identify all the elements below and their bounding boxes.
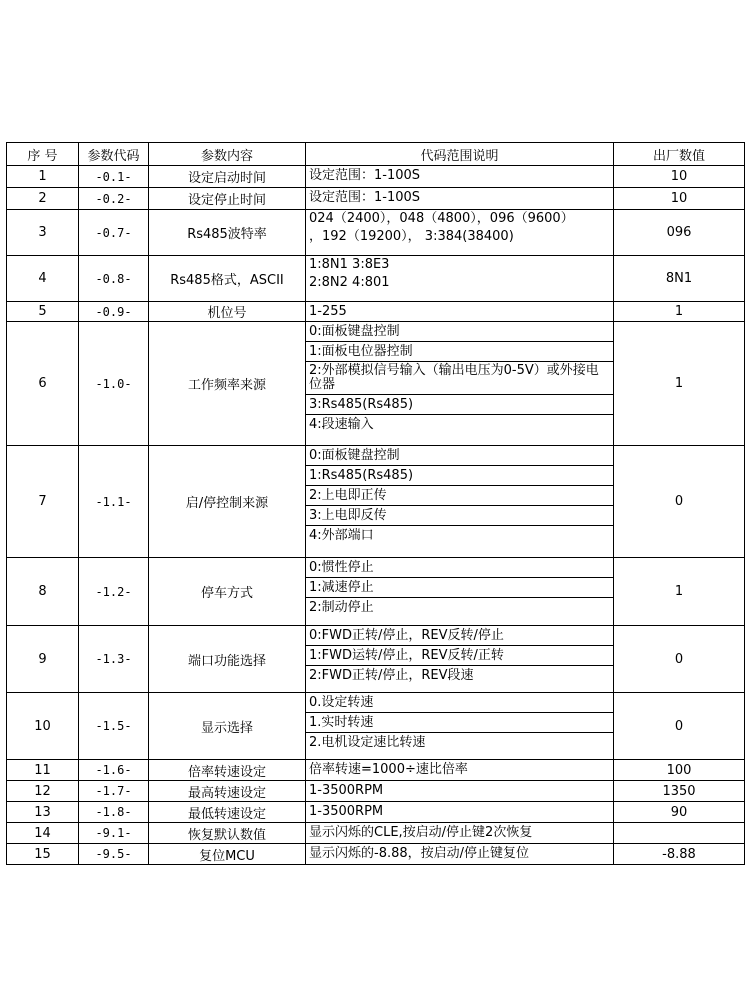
row-number: 7 xyxy=(7,446,79,558)
param-content: Rs485波特率 xyxy=(149,210,306,256)
table-row xyxy=(7,558,745,626)
range-line: 1:Rs485(Rs485) xyxy=(306,465,613,485)
row-number: 1 xyxy=(7,166,79,188)
table-row xyxy=(7,322,745,446)
range-cell xyxy=(306,446,614,558)
table-row xyxy=(7,166,745,188)
range-cell xyxy=(306,626,614,693)
row-number: 11 xyxy=(7,760,79,781)
range-line: 设定范围：1-100S xyxy=(309,190,421,205)
row-number: 6 xyxy=(7,322,79,446)
param-content: 复位MCU xyxy=(149,844,306,865)
range-line: 1:面板电位器控制 xyxy=(306,341,613,361)
default-value: 1 xyxy=(614,302,745,322)
range-line: 2:上电即正传 xyxy=(306,485,613,505)
default-value: 0 xyxy=(614,693,745,760)
table-row xyxy=(7,256,745,302)
param-code: -1.2- xyxy=(79,558,149,626)
range-cell xyxy=(306,256,614,302)
header-row xyxy=(7,143,745,166)
default-value: -8.88 xyxy=(614,844,745,865)
range-line: 0:面板键盘控制 xyxy=(309,448,400,463)
row-number: 8 xyxy=(7,558,79,626)
row-number: 10 xyxy=(7,693,79,760)
row-number: 13 xyxy=(7,802,79,823)
table-body xyxy=(7,166,745,865)
param-content: 显示选择 xyxy=(149,693,306,760)
table-row xyxy=(7,823,745,844)
range-cell xyxy=(306,188,614,210)
param-content: 机位号 xyxy=(149,302,306,322)
row-number: 5 xyxy=(7,302,79,322)
row-number: 15 xyxy=(7,844,79,865)
param-code: -1.8- xyxy=(79,802,149,823)
default-value: 1 xyxy=(614,558,745,626)
range-cell xyxy=(306,322,614,446)
param-code: -0.9- xyxy=(79,302,149,322)
range-line: 设定范围：1-100S xyxy=(309,168,421,183)
range-cell xyxy=(306,760,614,781)
range-line: 1-255 xyxy=(309,304,347,319)
param-content: 设定启动时间 xyxy=(149,166,306,188)
param-content: 停车方式 xyxy=(149,558,306,626)
range-cell xyxy=(306,823,614,844)
param-content: 倍率转速设定 xyxy=(149,760,306,781)
range-line: 1:FWD运转/停止，REV反转/正转 xyxy=(306,645,613,665)
header-range: 代码范围说明 xyxy=(306,143,614,166)
table-row xyxy=(7,446,745,558)
range-line: 3:Rs485(Rs485) xyxy=(306,394,613,414)
range-cell xyxy=(306,166,614,188)
range-cell xyxy=(306,558,614,626)
range-cell xyxy=(306,210,614,256)
default-value: 1350 xyxy=(614,781,745,802)
default-value: 0 xyxy=(614,626,745,693)
table-row xyxy=(7,844,745,865)
param-code: -0.2- xyxy=(79,188,149,210)
range-line: 1-3500RPM xyxy=(309,783,384,798)
table-row xyxy=(7,626,745,693)
range-line: 1.实时转速 xyxy=(306,712,613,732)
default-value: 0 xyxy=(614,446,745,558)
param-code: -1.7- xyxy=(79,781,149,802)
default-value xyxy=(614,823,745,844)
param-content: 工作频率来源 xyxy=(149,322,306,446)
range-line: 1-3500RPM xyxy=(309,804,384,819)
range-cell xyxy=(306,802,614,823)
range-line: 1:减速停止 xyxy=(306,577,613,597)
header-content: 参数内容 xyxy=(149,143,306,166)
param-code: -0.8- xyxy=(79,256,149,302)
range-cell xyxy=(306,781,614,802)
param-code: -9.5- xyxy=(79,844,149,865)
param-content: 恢复默认数值 xyxy=(149,823,306,844)
range-line: 显示闪烁的CLE,按启动/停止键2次恢复 xyxy=(309,825,533,840)
range-cell xyxy=(306,302,614,322)
default-value: 100 xyxy=(614,760,745,781)
param-code: -1.1- xyxy=(79,446,149,558)
default-value: 1 xyxy=(614,322,745,446)
range-cell xyxy=(306,693,614,760)
table-row xyxy=(7,802,745,823)
range-line: 4:外部端口 xyxy=(306,525,613,545)
range-line: 2:8N2 4:801 xyxy=(309,275,390,290)
param-content: 设定停止时间 xyxy=(149,188,306,210)
row-number: 3 xyxy=(7,210,79,256)
range-line: 1:8N1 3:8E3 xyxy=(309,257,390,272)
default-value: 10 xyxy=(614,166,745,188)
range-line: 0:FWD正转/停止，REV反转/停止 xyxy=(309,628,504,643)
range-line: 0:惯性停止 xyxy=(309,560,374,575)
default-value: 096 xyxy=(614,210,745,256)
row-number: 2 xyxy=(7,188,79,210)
range-line: 倍率转速=1000÷速比倍率 xyxy=(309,762,468,777)
range-line: 0.设定转速 xyxy=(309,695,374,710)
param-content: 启/停控制来源 xyxy=(149,446,306,558)
param-content: 最低转速设定 xyxy=(149,802,306,823)
table-row xyxy=(7,188,745,210)
param-code: -0.7- xyxy=(79,210,149,256)
param-code: -1.3- xyxy=(79,626,149,693)
range-line: 2:FWD正转/停止，REV段速 xyxy=(306,665,613,685)
header-no: 序 号 xyxy=(7,143,79,166)
range-line: 2.电机设定速比转速 xyxy=(306,732,613,752)
table-row xyxy=(7,210,745,256)
range-line: 2:外部模拟信号输入（输出电压为0-5V）或外接电位器 xyxy=(306,361,613,394)
param-code: -1.5- xyxy=(79,693,149,760)
range-line: 0:面板键盘控制 xyxy=(309,324,400,339)
default-value: 8N1 xyxy=(614,256,745,302)
param-content: Rs485格式，ASCII xyxy=(149,256,306,302)
range-line: 显示闪烁的-8.88，按启动/停止键复位 xyxy=(309,846,530,861)
param-code: -0.1- xyxy=(79,166,149,188)
param-content: 端口功能选择 xyxy=(149,626,306,693)
param-code: -1.0- xyxy=(79,322,149,446)
param-code: -9.1- xyxy=(79,823,149,844)
header-default: 出厂数值 xyxy=(614,143,745,166)
param-code: -1.6- xyxy=(79,760,149,781)
param-content: 最高转速设定 xyxy=(149,781,306,802)
range-line: 024（2400），048（4800），096（9600） xyxy=(309,211,574,226)
row-number: 9 xyxy=(7,626,79,693)
range-line: 2:制动停止 xyxy=(306,597,613,617)
default-value: 10 xyxy=(614,188,745,210)
parameter-table xyxy=(6,142,745,865)
table-row xyxy=(7,781,745,802)
row-number: 4 xyxy=(7,256,79,302)
default-value: 90 xyxy=(614,802,745,823)
table-row xyxy=(7,693,745,760)
range-line: 4:段速输入 xyxy=(306,414,613,434)
table-row xyxy=(7,760,745,781)
header-code: 参数代码 xyxy=(79,143,149,166)
row-number: 14 xyxy=(7,823,79,844)
range-cell xyxy=(306,844,614,865)
table-row xyxy=(7,302,745,322)
range-line: ，192（19200）， 3:384(38400) xyxy=(309,229,514,244)
row-number: 12 xyxy=(7,781,79,802)
range-line: 3:上电即反传 xyxy=(306,505,613,525)
